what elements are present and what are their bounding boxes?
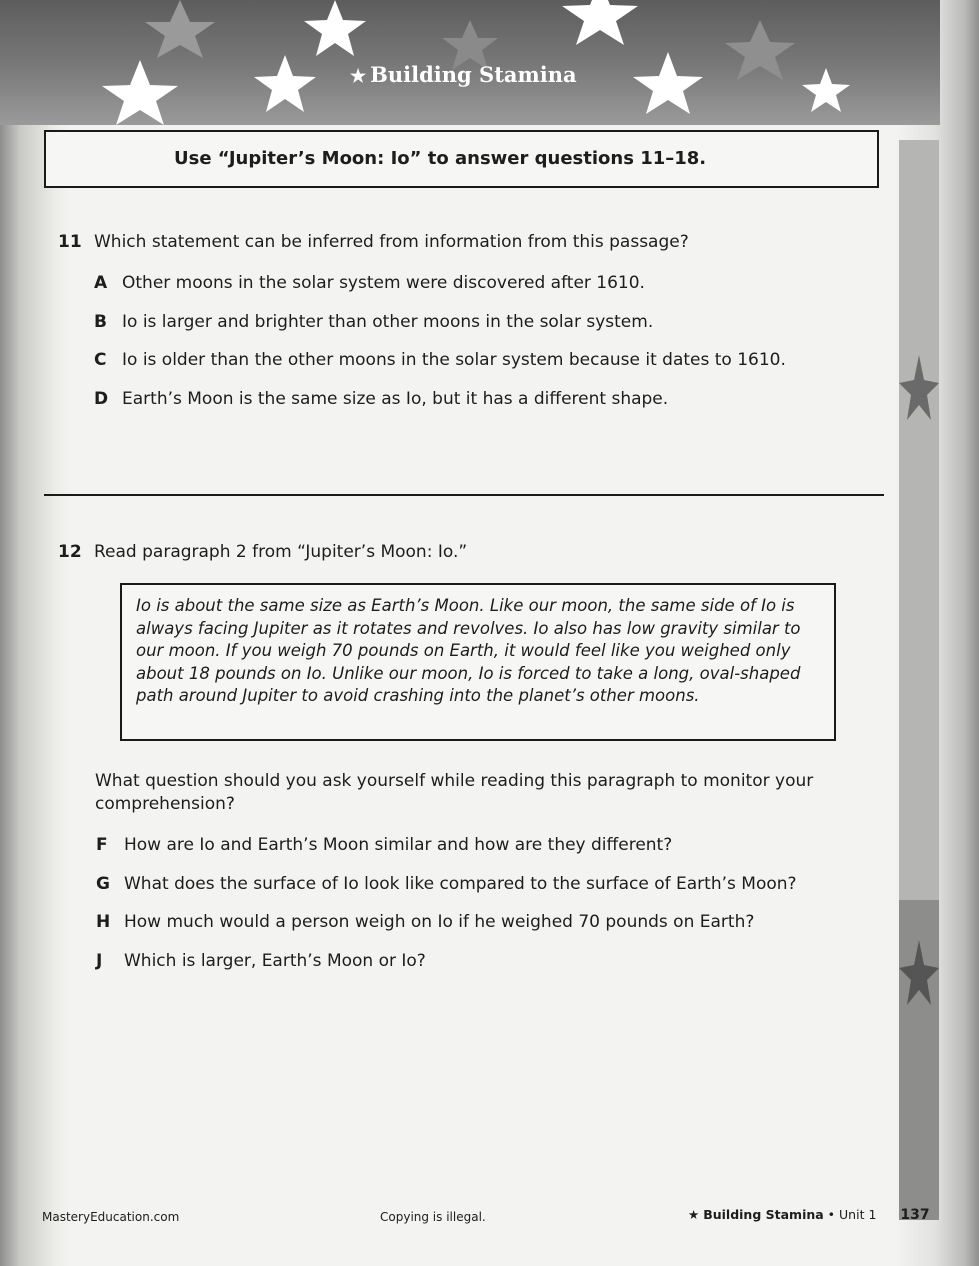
question-number: 12 <box>58 542 82 562</box>
section-title <box>350 62 577 87</box>
star-icon <box>254 55 316 112</box>
star-icon <box>802 68 850 112</box>
option-letter: A <box>94 273 108 293</box>
option-letter: H <box>96 912 111 932</box>
option-letter: F <box>96 835 108 855</box>
footer-separator: • <box>827 1207 836 1222</box>
answer-option[interactable] <box>94 350 786 370</box>
page-number: 137 <box>900 1207 930 1223</box>
instruction-box <box>44 130 879 188</box>
answer-option[interactable] <box>94 312 653 332</box>
star-icon <box>725 20 795 80</box>
passage-excerpt: Io is about the same size as Earth’s Moon. Like our moon, the same side of Io is always facing Jupiter as it rotates and revolves. Io also has low gravity similar to our moon. If you weigh 70 pounds on Earth, it would feel like you weighed only about 18 pounds on Io. Unlike our moon, Io is forced to take a long, oval-shaped path around Jupiter to avoid crashing into the planet’s other moons. <box>120 583 836 741</box>
answer-option[interactable] <box>96 951 426 971</box>
option-letter: J <box>96 951 103 971</box>
footer-unit: Unit 1 <box>839 1207 877 1222</box>
star-icon <box>562 0 638 45</box>
answer-option[interactable] <box>94 389 668 409</box>
footer-website: MasteryEducation.com <box>42 1210 180 1224</box>
side-tab-decoration <box>899 140 939 1220</box>
footer-section <box>688 1207 930 1223</box>
option-letter: D <box>94 389 109 409</box>
star-icon <box>304 0 366 56</box>
question-text: Which statement can be inferred from information from this passage? <box>94 232 689 252</box>
option-letter: C <box>94 350 107 370</box>
option-text: What does the surface of Io look like compared to the surface of Earth’s Moon? <box>124 874 797 894</box>
star-icon <box>633 52 703 114</box>
option-letter: G <box>96 874 110 894</box>
option-text: Which is larger, Earth’s Moon or Io? <box>124 951 426 971</box>
option-letter: B <box>94 312 107 332</box>
title-star-icon: ★ <box>350 66 367 87</box>
option-text: How are Io and Earth’s Moon similar and how are they different? <box>124 835 673 855</box>
section-title-text: Building Stamina <box>370 62 577 87</box>
option-text: Io is larger and brighter than other moons in the solar system. <box>122 312 654 332</box>
option-text: Io is older than the other moons in the solar system because it dates to 1610. <box>122 350 786 370</box>
option-text: How much would a person weigh on Io if he weighed 70 pounds on Earth? <box>124 912 755 932</box>
section-divider <box>44 494 884 496</box>
option-text: Earth’s Moon is the same size as Io, but it has a different shape. <box>122 389 669 409</box>
footer-section-label: Building Stamina <box>703 1207 824 1222</box>
answer-option[interactable] <box>94 273 645 293</box>
instruction-text: Use “Jupiter’s Moon: Io” to answer questions 11–18. <box>174 148 707 169</box>
header-banner <box>0 0 940 125</box>
answer-option[interactable] <box>96 874 797 894</box>
footer-copyright: Copying is illegal. <box>380 1210 486 1224</box>
question-text: Read paragraph 2 from “Jupiter’s Moon: Io.” <box>94 542 468 562</box>
answer-option[interactable] <box>96 912 754 932</box>
footer-star-icon: ★ <box>688 1207 700 1222</box>
star-icon <box>102 60 178 125</box>
answer-option[interactable] <box>96 835 672 855</box>
page-binding-shadow <box>0 0 70 1266</box>
star-icon <box>145 0 215 58</box>
option-text: Other moons in the solar system were discovered after 1610. <box>122 273 645 293</box>
question-prompt: What question should you ask yourself while reading this paragraph to monitor your comprehension? <box>95 771 814 814</box>
question-number: 11 <box>58 232 82 252</box>
